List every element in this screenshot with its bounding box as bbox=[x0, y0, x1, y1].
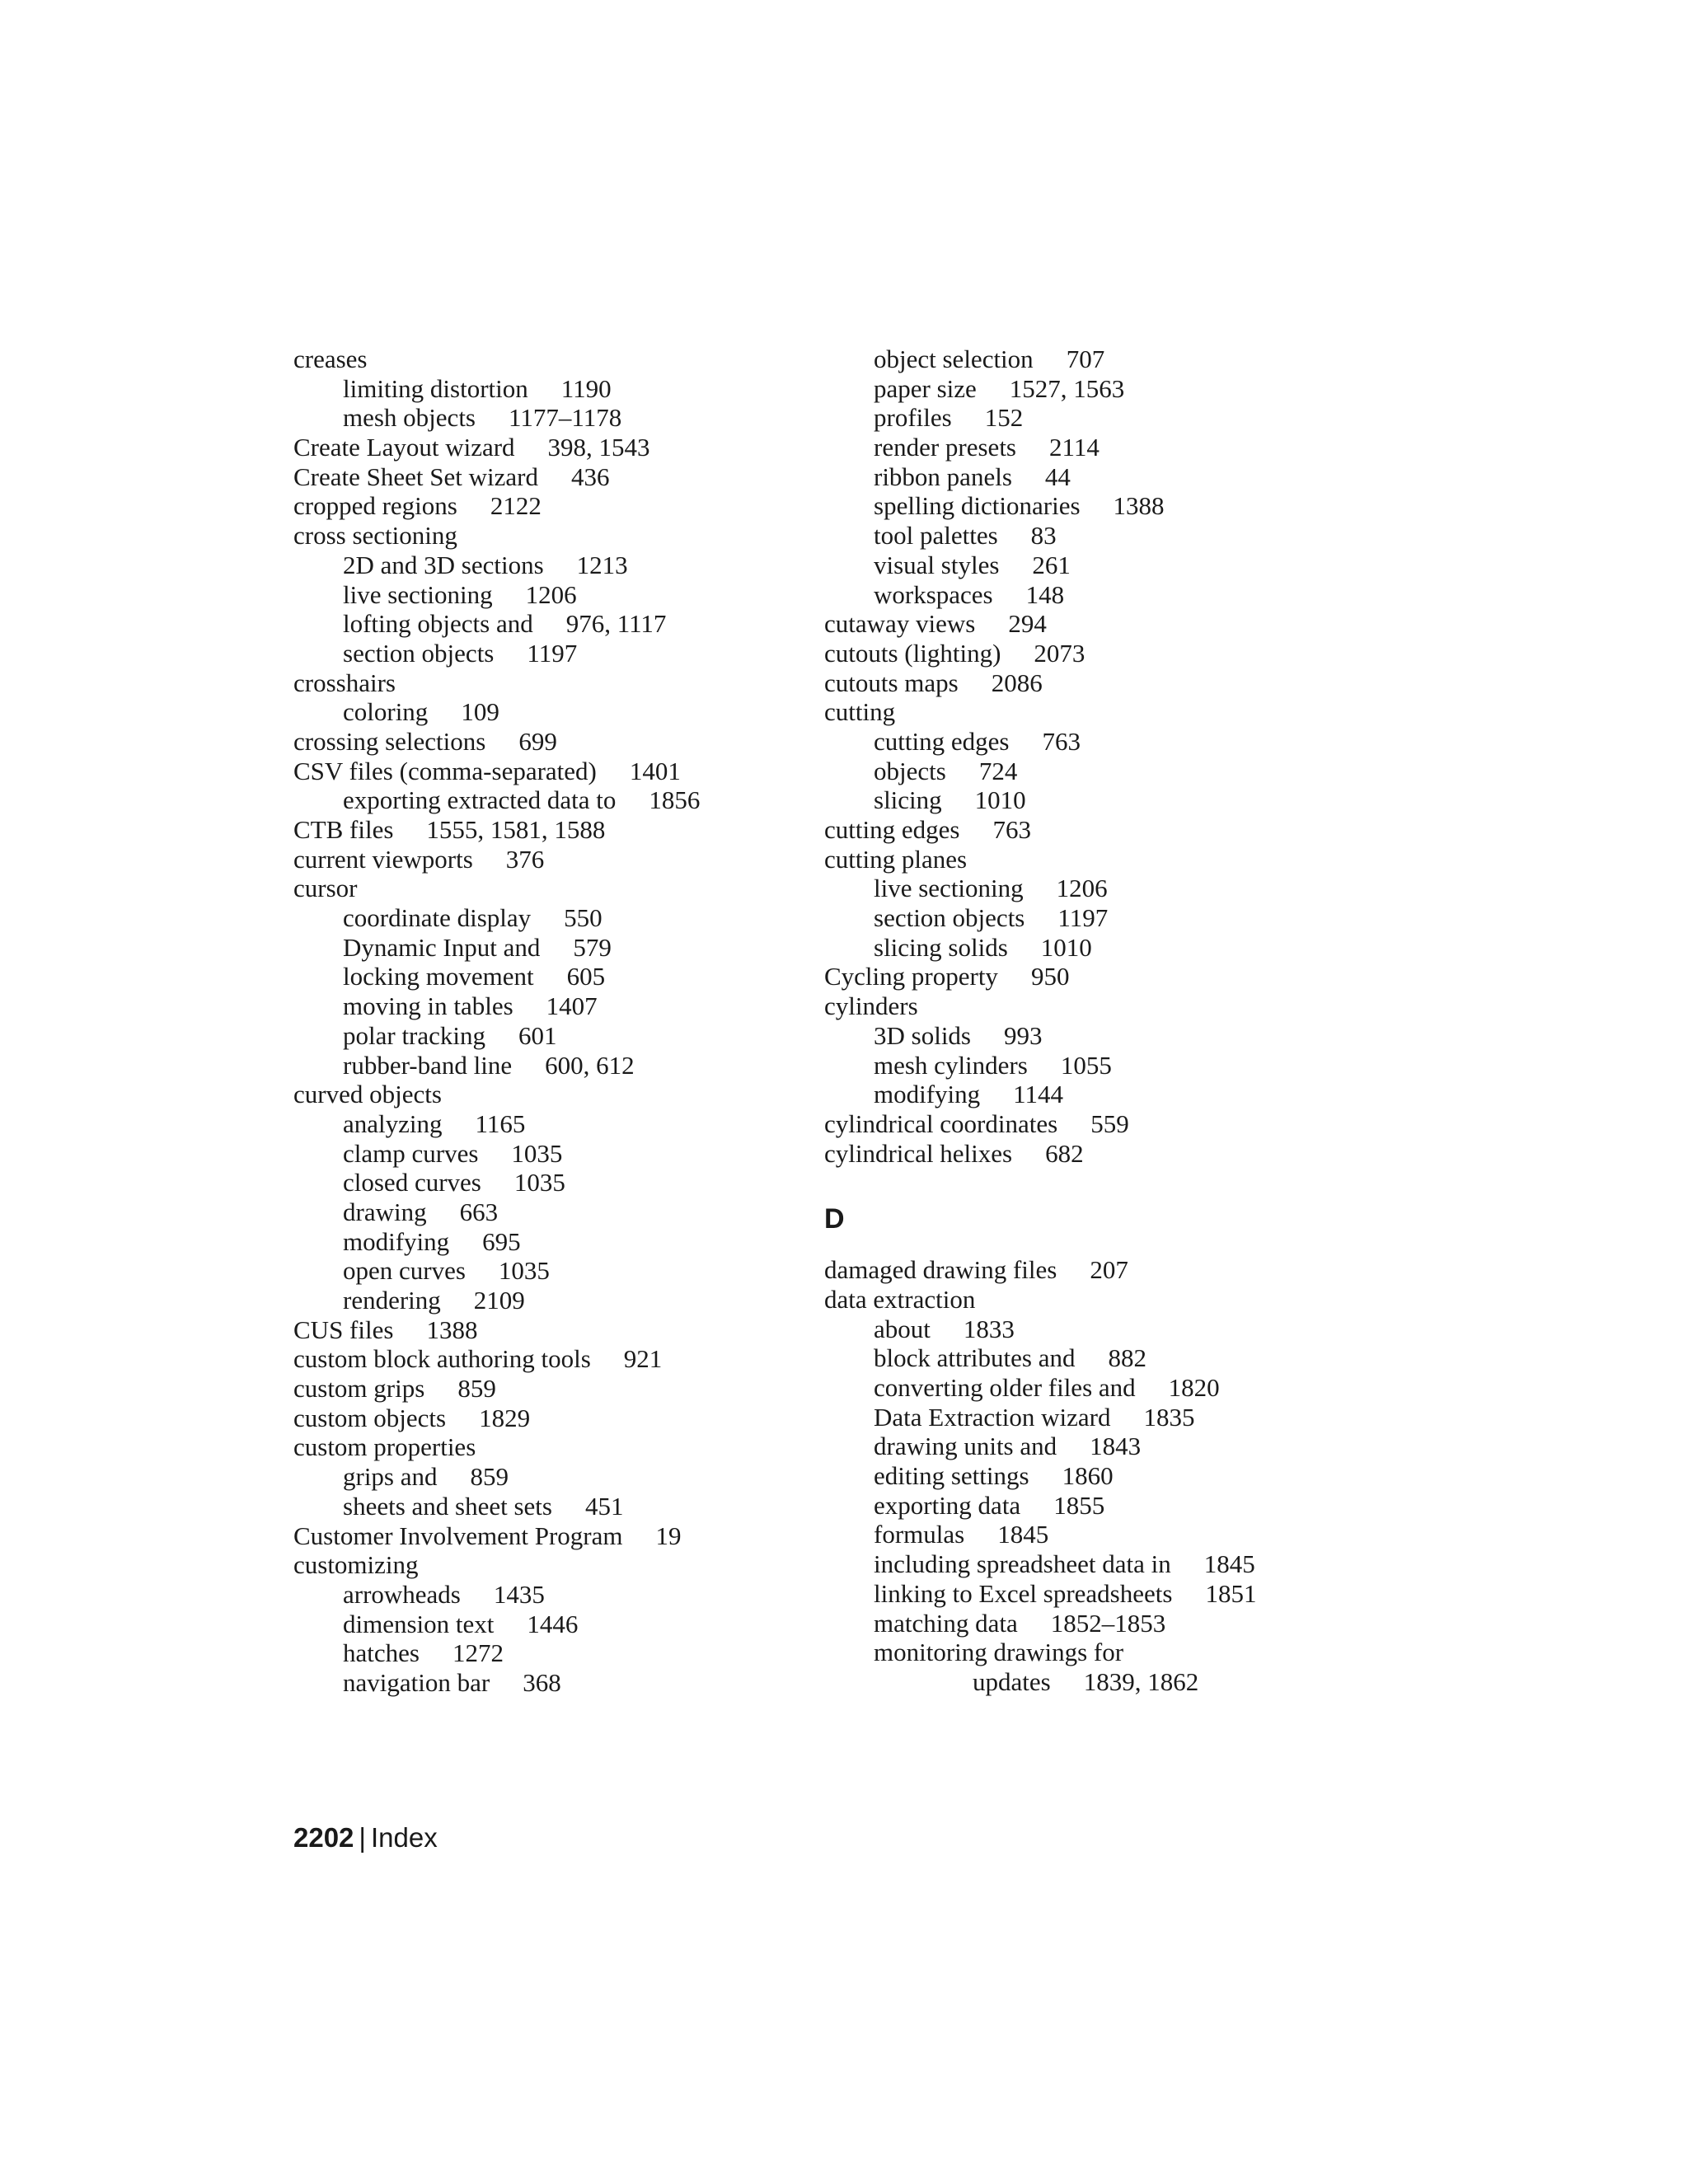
index-page-refs: 724 bbox=[978, 756, 1018, 785]
index-group-d bbox=[824, 1255, 1401, 1696]
index-page-refs: 207 bbox=[1090, 1255, 1128, 1285]
index-page-refs: 1845 bbox=[997, 1520, 1049, 1549]
index-entry bbox=[824, 1285, 1401, 1315]
index-entry bbox=[293, 991, 804, 1021]
index-entry bbox=[293, 1521, 804, 1551]
index-term: profiles bbox=[874, 403, 952, 433]
index-page-refs: 109 bbox=[461, 697, 499, 727]
index-term: object selection bbox=[874, 344, 1034, 373]
index-entry bbox=[824, 433, 1401, 462]
index-page-refs: 1851 bbox=[1205, 1578, 1257, 1608]
index-term: coordinate display bbox=[343, 903, 532, 933]
index-term: customizing bbox=[293, 1550, 419, 1580]
index-entry bbox=[293, 697, 804, 727]
index-term: lofting objects and bbox=[343, 609, 533, 639]
index-page-refs: 1829 bbox=[479, 1403, 531, 1432]
index-term: hatches bbox=[343, 1638, 420, 1668]
index-page-refs: 1055 bbox=[1060, 1050, 1112, 1080]
index-term: custom objects bbox=[293, 1403, 447, 1432]
index-entry bbox=[824, 1491, 1401, 1521]
index-entry bbox=[293, 491, 804, 521]
index-term: section objects bbox=[874, 903, 1025, 933]
index-entry bbox=[824, 1343, 1401, 1373]
index-entry bbox=[293, 874, 804, 903]
index-page-refs: 1407 bbox=[546, 991, 598, 1021]
index-entry bbox=[293, 551, 804, 580]
index-term: drawing units and bbox=[874, 1432, 1057, 1461]
index-entry bbox=[824, 1051, 1401, 1080]
index-term: Create Layout wizard bbox=[293, 433, 515, 462]
index-term: CSV files (comma-separated) bbox=[293, 756, 597, 785]
index-page-refs: 1855 bbox=[1053, 1490, 1105, 1520]
index-term: crosshairs bbox=[293, 668, 396, 697]
index-entry bbox=[293, 1286, 804, 1315]
index-page-refs: 376 bbox=[505, 844, 545, 874]
index-term: creases bbox=[293, 344, 368, 373]
index-term: rendering bbox=[343, 1286, 441, 1315]
index-entry bbox=[293, 374, 804, 404]
index-entry bbox=[293, 1492, 804, 1521]
index-page-refs: 1144 bbox=[1013, 1080, 1064, 1109]
page-number: 2202 bbox=[293, 1822, 354, 1853]
index-entry bbox=[824, 344, 1401, 374]
index-page-refs: 368 bbox=[523, 1667, 561, 1697]
index-entry bbox=[824, 1109, 1401, 1139]
index-page-refs: 19 bbox=[655, 1521, 682, 1550]
index-entry bbox=[293, 1668, 804, 1698]
index-page-refs: 763 bbox=[992, 815, 1031, 844]
index-entry bbox=[293, 521, 804, 551]
index-entry bbox=[824, 1520, 1401, 1549]
index-entry bbox=[824, 697, 1401, 727]
index-page-refs: 600, 612 bbox=[545, 1050, 635, 1080]
index-term: slicing bbox=[874, 785, 942, 815]
index-term: sheets and sheet sets bbox=[343, 1491, 552, 1521]
index-page-refs: 44 bbox=[1044, 462, 1071, 491]
index-page-refs: 1555, 1581, 1588 bbox=[426, 815, 606, 844]
index-term: locking movement bbox=[343, 962, 534, 991]
index-column-right bbox=[824, 344, 1401, 1697]
index-term: custom properties bbox=[293, 1432, 476, 1462]
index-term: drawing bbox=[343, 1197, 427, 1226]
index-term: Customer Involvement Program bbox=[293, 1521, 623, 1550]
index-entry bbox=[293, 1610, 804, 1639]
index-term: live sectioning bbox=[343, 579, 493, 609]
index-term: cutouts maps bbox=[824, 668, 959, 697]
index-entry bbox=[293, 1021, 804, 1051]
index-term: Create Sheet Set wizard bbox=[293, 462, 538, 491]
index-term: render presets bbox=[874, 433, 1016, 462]
index-page-refs: 993 bbox=[1004, 1020, 1043, 1050]
index-term: current viewports bbox=[293, 844, 473, 874]
index-term: slicing solids bbox=[874, 932, 1008, 962]
index-term: cutouts (lighting) bbox=[824, 638, 1001, 668]
index-page-refs: 1197 bbox=[1057, 903, 1109, 933]
index-term: updates bbox=[973, 1666, 1051, 1696]
index-entry bbox=[293, 845, 804, 874]
index-page-refs: 1010 bbox=[974, 785, 1026, 815]
index-entry bbox=[824, 521, 1401, 551]
page-footer bbox=[293, 1821, 438, 1854]
index-page-refs: 1035 bbox=[511, 1138, 563, 1168]
index-page-refs: 2086 bbox=[991, 668, 1043, 697]
index-page-refs: 1206 bbox=[525, 579, 577, 609]
index-term: linking to Excel spreadsheets bbox=[874, 1578, 1173, 1608]
index-page-refs: 1527, 1563 bbox=[1009, 373, 1125, 403]
index-page-refs: 1035 bbox=[513, 1168, 565, 1197]
index-entry bbox=[824, 1080, 1401, 1109]
index-term: Dynamic Input and bbox=[343, 932, 541, 962]
index-entry bbox=[824, 1432, 1401, 1461]
index-entry bbox=[824, 815, 1401, 845]
index-term: custom grips bbox=[293, 1374, 425, 1404]
index-term: cylinders bbox=[824, 991, 918, 1021]
index-term: formulas bbox=[874, 1520, 965, 1549]
index-term: mesh objects bbox=[343, 403, 476, 433]
index-term: arrowheads bbox=[343, 1579, 461, 1609]
index-page-refs: 1401 bbox=[629, 756, 681, 785]
index-entry bbox=[824, 1139, 1401, 1169]
index-entry bbox=[293, 580, 804, 610]
index-page-refs: 1860 bbox=[1062, 1461, 1114, 1491]
index-term: rubber-band line bbox=[343, 1050, 513, 1080]
index-term: Cycling property bbox=[824, 962, 998, 991]
index-term: cutting planes bbox=[824, 844, 968, 874]
index-term: mesh cylinders bbox=[874, 1050, 1028, 1080]
index-entry bbox=[824, 1315, 1401, 1344]
index-term: ribbon panels bbox=[874, 462, 1012, 491]
index-entry bbox=[824, 1461, 1401, 1491]
index-page-refs: 950 bbox=[1030, 962, 1070, 991]
index-entry bbox=[293, 1109, 804, 1139]
index-entry bbox=[824, 462, 1401, 492]
index-entry bbox=[293, 903, 804, 933]
index-term: cross sectioning bbox=[293, 521, 457, 551]
index-entry bbox=[824, 1549, 1401, 1579]
index-term: editing settings bbox=[874, 1461, 1029, 1491]
index-page-refs: 1852–1853 bbox=[1050, 1608, 1166, 1638]
index-entry bbox=[293, 1638, 804, 1668]
index-entry bbox=[293, 962, 804, 991]
index-term: cylindrical helixes bbox=[824, 1138, 1013, 1168]
index-entry bbox=[824, 609, 1401, 639]
index-term: objects bbox=[874, 756, 946, 785]
index-page-refs: 2109 bbox=[473, 1286, 525, 1315]
index-column-left bbox=[293, 344, 804, 1698]
index-page-refs: 976, 1117 bbox=[565, 609, 667, 639]
index-term: data extraction bbox=[824, 1284, 976, 1314]
index-term: live sectioning bbox=[874, 874, 1024, 903]
index-entry bbox=[824, 639, 1401, 668]
index-page-refs: 1435 bbox=[493, 1579, 545, 1609]
index-page-refs: 1843 bbox=[1090, 1432, 1142, 1461]
index-page-refs: 1388 bbox=[426, 1315, 478, 1344]
index-entry bbox=[293, 609, 804, 639]
index-entry bbox=[293, 1168, 804, 1197]
index-entry bbox=[293, 1550, 804, 1580]
index-term: limiting distortion bbox=[343, 373, 528, 403]
index-term: analyzing bbox=[343, 1108, 443, 1138]
index-term: modifying bbox=[874, 1080, 981, 1109]
index-entry bbox=[824, 1638, 1401, 1667]
index-entry bbox=[293, 1462, 804, 1492]
index-page-refs: 152 bbox=[984, 403, 1024, 433]
section-letter-heading: D bbox=[824, 1203, 845, 1235]
index-entry bbox=[824, 491, 1401, 521]
index-page-refs: 663 bbox=[459, 1197, 499, 1226]
index-entry bbox=[293, 1197, 804, 1227]
index-term: 3D solids bbox=[874, 1020, 971, 1050]
index-page-refs: 1856 bbox=[649, 785, 701, 815]
index-entry bbox=[824, 785, 1401, 815]
index-term: CUS files bbox=[293, 1315, 394, 1344]
index-page-refs: 921 bbox=[623, 1344, 663, 1374]
index-entry bbox=[824, 874, 1401, 903]
index-term: cutaway views bbox=[824, 609, 976, 639]
index-entry bbox=[293, 403, 804, 433]
index-entry bbox=[293, 785, 804, 815]
index-page-refs: 1206 bbox=[1056, 874, 1108, 903]
index-term: cursor bbox=[293, 874, 358, 903]
index-page-refs: 559 bbox=[1090, 1108, 1129, 1138]
index-term: exporting data bbox=[874, 1490, 1021, 1520]
index-entry bbox=[293, 1227, 804, 1257]
index-page-refs: 695 bbox=[482, 1226, 521, 1256]
index-entry bbox=[293, 1139, 804, 1169]
index-page-refs: 579 bbox=[573, 932, 612, 962]
index-entry bbox=[293, 433, 804, 462]
index-page-refs: 601 bbox=[518, 1020, 557, 1050]
index-page-refs: 699 bbox=[518, 726, 557, 756]
index-entry bbox=[293, 1051, 804, 1080]
index-entry bbox=[824, 1609, 1401, 1638]
index-entry bbox=[293, 815, 804, 845]
index-term: workspaces bbox=[874, 579, 993, 609]
index-term: monitoring drawings for bbox=[874, 1638, 1124, 1667]
index-term: including spreadsheet data in bbox=[874, 1549, 1171, 1579]
index-term: damaged drawing files bbox=[824, 1255, 1057, 1285]
index-term: cylindrical coordinates bbox=[824, 1108, 1058, 1138]
index-term: converting older files and bbox=[874, 1373, 1136, 1402]
index-term: Data Extraction wizard bbox=[874, 1402, 1111, 1432]
index-term: CTB files bbox=[293, 815, 394, 844]
index-page-refs: 1190 bbox=[560, 373, 612, 403]
index-term: open curves bbox=[343, 1256, 466, 1286]
index-page-refs: 1845 bbox=[1203, 1549, 1255, 1579]
index-page-refs: 1213 bbox=[576, 550, 628, 579]
index-term: moving in tables bbox=[343, 991, 513, 1021]
index-term: matching data bbox=[874, 1608, 1018, 1638]
index-entry bbox=[824, 933, 1401, 963]
index-page-refs: 148 bbox=[1025, 579, 1065, 609]
index-page-refs: 436 bbox=[570, 462, 610, 491]
index-term: spelling dictionaries bbox=[874, 491, 1081, 521]
section-spacer bbox=[824, 1168, 1401, 1202]
index-entry bbox=[824, 580, 1401, 610]
index-entry bbox=[293, 668, 804, 698]
index-entry bbox=[824, 403, 1401, 433]
index-page-refs: 859 bbox=[457, 1374, 496, 1404]
index-entry bbox=[824, 1579, 1401, 1609]
index-page-refs: 550 bbox=[564, 903, 603, 933]
index-term: tool palettes bbox=[874, 521, 998, 551]
index-term: 2D and 3D sections bbox=[343, 550, 544, 579]
index-term: cutting edges bbox=[874, 726, 1010, 756]
index-entry bbox=[293, 1080, 804, 1109]
index-page-refs: 882 bbox=[1108, 1343, 1146, 1373]
index-entry bbox=[293, 727, 804, 757]
index-page-refs: 763 bbox=[1042, 726, 1081, 756]
index-entry bbox=[293, 1344, 804, 1374]
index-entry bbox=[824, 845, 1401, 874]
index-page-refs: 1820 bbox=[1168, 1373, 1220, 1402]
index-entry bbox=[293, 344, 804, 374]
index-entry bbox=[293, 639, 804, 668]
index-page-refs: 682 bbox=[1045, 1138, 1084, 1168]
index-page-refs: 1835 bbox=[1143, 1402, 1195, 1432]
index-term: block attributes and bbox=[874, 1343, 1076, 1373]
index-page-refs: 1197 bbox=[527, 638, 578, 668]
index-term: navigation bar bbox=[343, 1667, 490, 1697]
index-page-refs: 398, 1543 bbox=[547, 433, 650, 462]
index-page-refs: 451 bbox=[584, 1491, 624, 1521]
index-entry bbox=[293, 1374, 804, 1404]
index-page-refs: 294 bbox=[1008, 609, 1047, 639]
index-term: modifying bbox=[343, 1226, 450, 1256]
index-entry bbox=[293, 462, 804, 492]
index-term: paper size bbox=[874, 373, 977, 403]
index-page-refs: 1035 bbox=[498, 1256, 550, 1286]
index-page-refs: 1165 bbox=[475, 1108, 526, 1138]
index-term: cutting edges bbox=[824, 815, 960, 844]
index-entry bbox=[824, 1255, 1401, 1285]
index-term: clamp curves bbox=[343, 1138, 479, 1168]
index-page-refs: 1833 bbox=[963, 1314, 1015, 1343]
index-entry bbox=[824, 668, 1401, 698]
index-term: visual styles bbox=[874, 550, 1000, 579]
index-term: closed curves bbox=[343, 1168, 481, 1197]
index-entry bbox=[824, 1403, 1401, 1432]
index-term: about bbox=[874, 1314, 931, 1343]
index-group-c-continued bbox=[824, 344, 1401, 1168]
index-entry bbox=[824, 374, 1401, 404]
index-term: custom block authoring tools bbox=[293, 1344, 591, 1374]
index-entry bbox=[293, 933, 804, 963]
index-term: coloring bbox=[343, 697, 429, 727]
index-term: grips and bbox=[343, 1462, 438, 1492]
index-term: curved objects bbox=[293, 1080, 442, 1109]
index-entry bbox=[824, 962, 1401, 991]
index-page-refs: 1839, 1862 bbox=[1083, 1666, 1199, 1696]
index-page-refs: 2073 bbox=[1034, 638, 1085, 668]
index-page-refs: 2122 bbox=[490, 491, 542, 521]
index-page-refs: 605 bbox=[566, 962, 606, 991]
index-entry bbox=[824, 551, 1401, 580]
index-term: crossing selections bbox=[293, 726, 486, 756]
index-entry bbox=[293, 757, 804, 786]
index-entry bbox=[293, 1315, 804, 1345]
index-entry bbox=[293, 1432, 804, 1462]
index-term: dimension text bbox=[343, 1609, 495, 1638]
index-entry bbox=[824, 727, 1401, 757]
index-term: cutting bbox=[824, 697, 896, 727]
index-term: polar tracking bbox=[343, 1020, 486, 1050]
index-page-refs: 1388 bbox=[1113, 491, 1165, 521]
index-entry bbox=[293, 1404, 804, 1433]
index-page-refs: 1446 bbox=[527, 1609, 579, 1638]
index-entry bbox=[824, 1667, 1401, 1697]
index-page-refs: 1177–1178 bbox=[509, 403, 622, 433]
index-page-refs: 261 bbox=[1032, 550, 1071, 579]
footer-separator: | bbox=[359, 1822, 366, 1853]
index-page-refs: 2114 bbox=[1049, 433, 1100, 462]
index-term: exporting extracted data to bbox=[343, 785, 617, 815]
index-page-refs: 859 bbox=[470, 1462, 509, 1492]
index-entry bbox=[293, 1256, 804, 1286]
index-term: cropped regions bbox=[293, 491, 457, 521]
index-page-refs: 1010 bbox=[1040, 932, 1092, 962]
footer-section-title: Index bbox=[371, 1822, 438, 1853]
index-page-refs: 1272 bbox=[452, 1638, 504, 1668]
index-page-refs: 707 bbox=[1066, 344, 1105, 373]
index-entry bbox=[293, 1580, 804, 1610]
index-entry bbox=[824, 903, 1401, 933]
index-entry bbox=[824, 1021, 1401, 1051]
index-entry bbox=[824, 991, 1401, 1021]
index-entry bbox=[824, 757, 1401, 786]
index-entry bbox=[824, 1373, 1401, 1403]
index-page-refs: 83 bbox=[1030, 521, 1057, 551]
index-term: section objects bbox=[343, 638, 495, 668]
